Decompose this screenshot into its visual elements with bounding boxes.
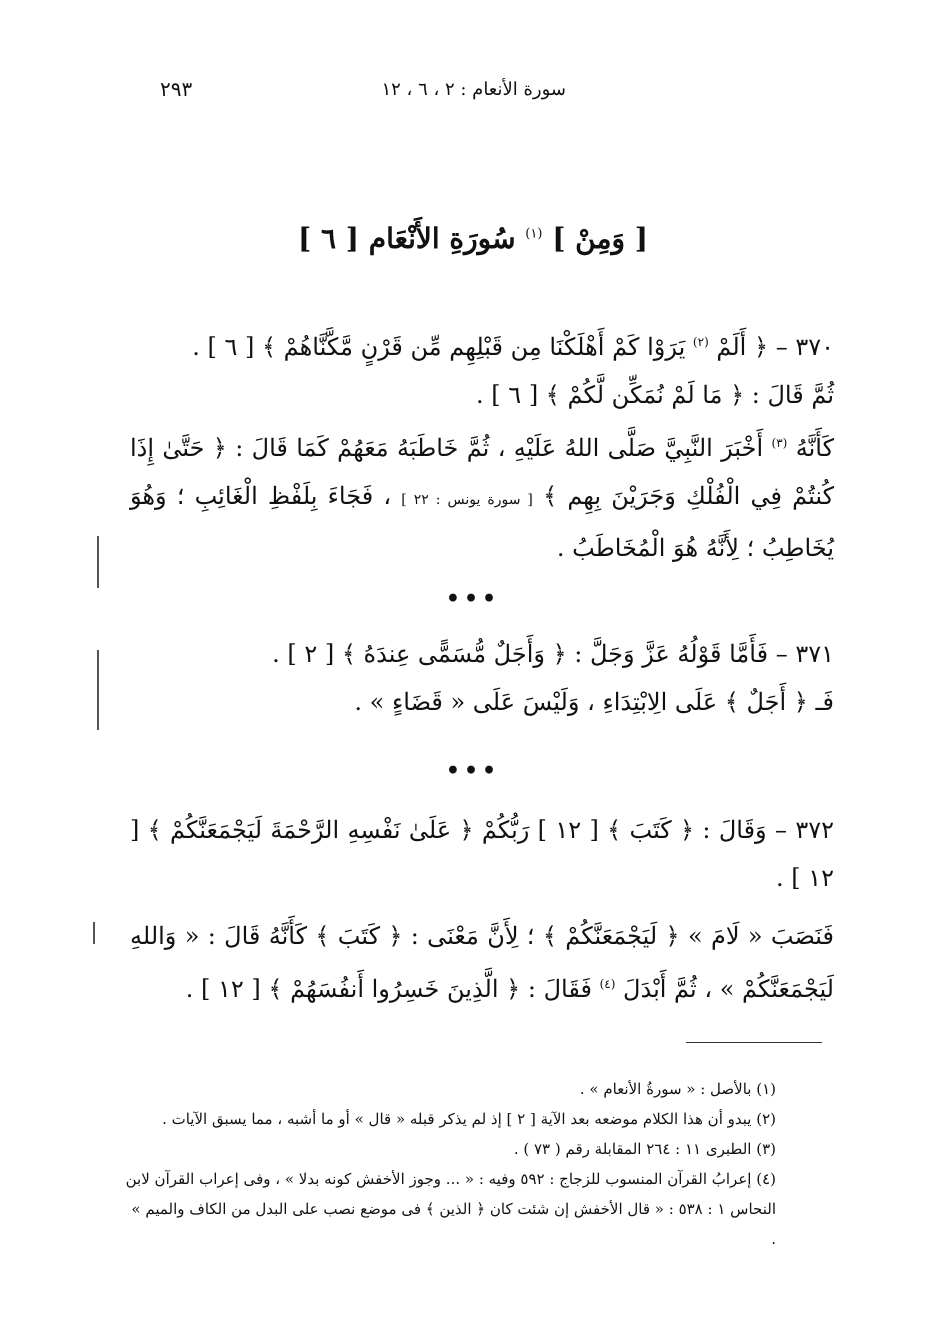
entry-number: ٣٧١: [795, 640, 834, 668]
entry-text: يَرَوْا كَمْ أَهْلَكْنَا مِن قَبْلِهِم مِّن قَرْنٍ مَّكَّنَّاهُمْ ﴾ [ ٦ ] .: [192, 333, 686, 361]
entry-text: ، فَجَاءَ بِلَفْظِ الْغَائِبِ ؛ وَهُوَ يُخَاطِبُ ؛ لِأَنَّهُ هُوَ الْمُخَاطَبُ .: [130, 482, 834, 562]
quran-reference: [ سورة يونس : ٢٢ ]: [401, 492, 533, 508]
chapter-title: [0, 222, 946, 255]
section-separator: •••: [445, 586, 501, 612]
entry-text: ﴿ أَلَمْ: [716, 333, 769, 361]
page-number: ٢٩٣: [160, 77, 193, 101]
entry-dash: –: [775, 640, 788, 668]
entry-number: ٣٧٢: [795, 816, 834, 844]
footnote-ref: (٢): [692, 335, 709, 349]
entry-370-line-2: ثُمَّ قَالَ : ﴿ مَا لَمْ نُمَكِّن لَّكُمْ ﴾ [ ٦ ] .: [476, 381, 834, 409]
entry-371-line-2: فَـ ﴿ أَجَلٌ ﴾ عَلَى الِابْتِدَاءِ ، وَلَيْسَ عَلَى « قَضَاءٍ » .: [354, 688, 834, 716]
section-separator: •••: [445, 758, 501, 784]
footnote-4: (٤) إعرابُ القرآن المنسوب للزجاج : ٥٩٢ وفيه : « ... وجوز الأخفش كونه بدلا » ، وفى إعراب القرآن لابن النحاس ١ : ٥٣٨ : « قال الأخفش إن شئت كان ﴿ الذين ﴾ فى موضع نصب على البدل من الكاف والميم » .: [125, 1170, 776, 1248]
chapter-footnote-ref: (١): [525, 226, 543, 242]
margin-scan-mark: [97, 536, 99, 588]
entry-372-line-1: [130, 806, 834, 902]
footnote-2: (٢) يبدو أن هذا الكلام موضعه بعد الآية [ ٢ ] إذ لم يذكر قبله « قال » أو ما أشبه ، مما يسبق الآيات .: [162, 1110, 776, 1128]
running-title: سورة الأنعام : ٢ ، ٦ ، ١٢: [381, 78, 566, 100]
entry-text: وَقَالَ : ﴿ كَتَبَ ﴾ [ ١٢ ] رَبُّكُمْ ﴿ عَلَىٰ نَفْسِهِ الرَّحْمَةَ لَيَجْمَعَنَّكُمْ ﴾ [ ١٢ ] .: [130, 816, 834, 892]
entry-dash: –: [775, 333, 788, 361]
page-header: [160, 74, 566, 104]
footnote-ref: (٤): [599, 977, 616, 991]
entry-371: [130, 630, 834, 726]
entry-text: فَأَمَّا قَوْلُهُ عَزَّ وَجَلَّ : ﴿ وَأَجَلٌ مُّسَمًّى عِندَهُ ﴾ [ ٢ ] .: [272, 640, 769, 668]
footnotes: [125, 1074, 776, 1254]
footnote-ref: (٣): [771, 436, 788, 450]
entry-370-paragraph: [130, 419, 834, 572]
entry-text: فَنَصَبَ « لَامَ » ﴿ لَيَجْمَعَنَّكُمْ ﴾ ؛ لِأَنَّ مَعْنَى : ﴿ كَتَبَ ﴾ كَأَنَّهُ قَالَ : « وَاللهِ لَيَجْمَعَنَّكُمْ » ، ثُمَّ أَبْدَلَ: [130, 922, 834, 1003]
entry-372-paragraph: [130, 912, 834, 1013]
footnote-3: (٣) الطبرى ١١ : ٢٦٤ المقابلة رقم ( ٧٣ ) .: [513, 1140, 776, 1158]
entry-text: أَخْبَرَ النَّبِيَّ صَلَّى اللهُ عَلَيْهِ ، ثُمَّ خَاطَبَهُ مَعَهُمْ كَمَا قَالَ : ﴿ حَتَّىٰ إِذَا كُنتُمْ فِي الْفُلْكِ وَجَرَيْنَ بِهِم ﴾: [130, 434, 835, 510]
footnote-1: (١) بالأصل : « سورةُ الأنعام » .: [579, 1080, 776, 1098]
margin-scan-mark: [97, 650, 99, 730]
footnote-divider: [686, 1042, 822, 1043]
entry-dash: –: [774, 816, 787, 844]
entry-371-line-1: [130, 630, 834, 678]
entry-370-line-1: [130, 318, 834, 371]
entry-text: كَأَنَّهُ: [795, 434, 834, 462]
margin-scan-mark: [93, 922, 95, 944]
entry-number: ٣٧٠: [795, 333, 834, 361]
chapter-title-main: سُورَةِ الأَنْعَام [ ٦ ]: [297, 222, 516, 255]
entry-text: فَقَالَ : ﴿ الَّذِينَ خَسِرُوا أَنفُسَهُمْ ﴾ [ ١٢ ] .: [185, 975, 592, 1003]
entry-370: [130, 318, 834, 572]
chapter-title-prefix: [ وَمِنْ ]: [552, 222, 649, 255]
entry-372: [130, 806, 834, 1013]
